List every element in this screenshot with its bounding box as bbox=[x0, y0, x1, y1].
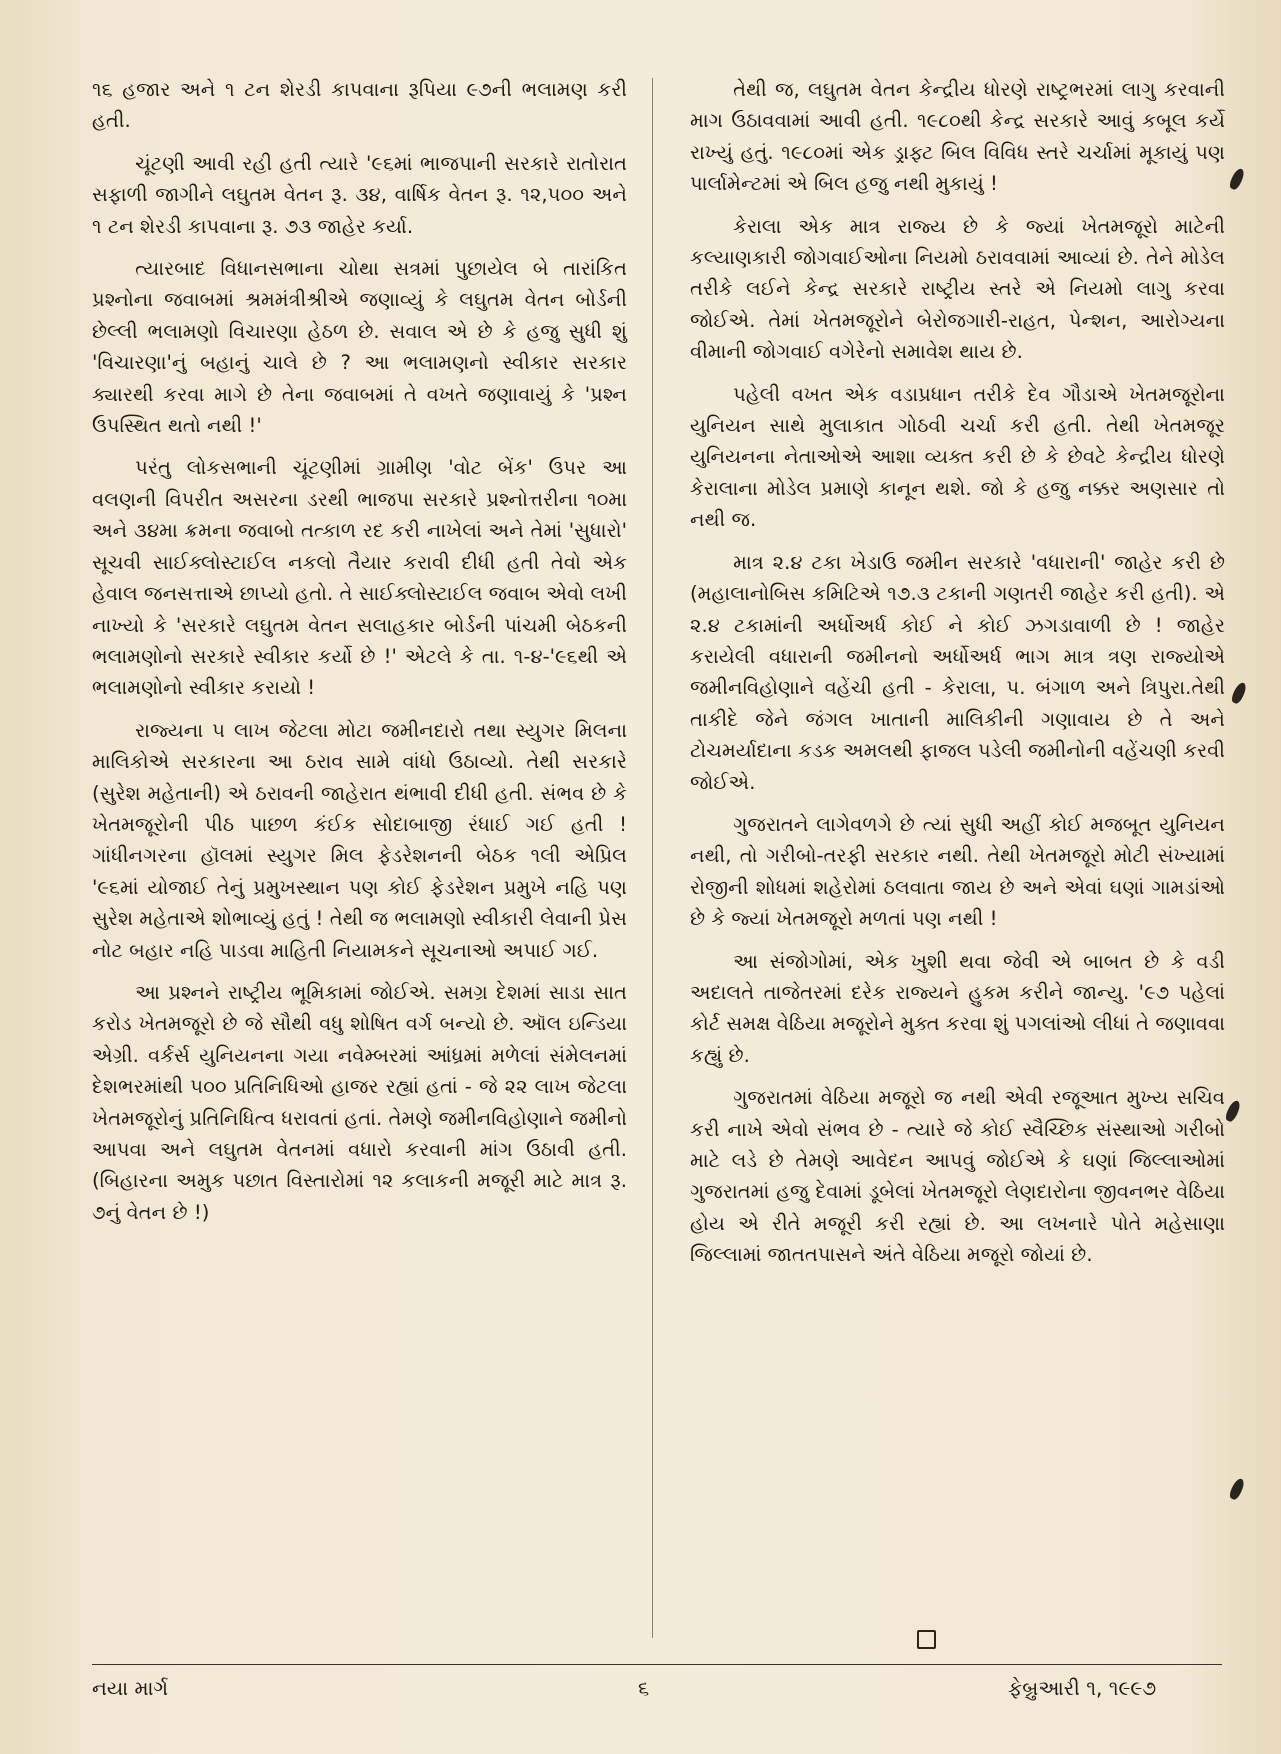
paragraph: તેથી જ, લઘુતમ વેતન કેન્દ્રીય ધોરણે રાષ્ટ્રભરમાં લાગુ કરવાની માગ ઉઠાવવામાં આવી હતી. ૧૯૮૦થી કેન્દ્ર સરકારે આવું કબૂલ કર્યે રાખ્યું હતું. ૧૯૮૦માં એક ડ્રાફ્ટ બિલ વિવિધ સ્તરે ચર્ચામાં મૂકાયું પણ પાર્લામેન્ટમાં એ બિલ હજુ નથી મુકાયું ! bbox=[690, 78, 1225, 196]
paragraph: ગુજરાતને લાગેવળગે છે ત્યાં સુધી અહીં કોઈ મજબૂત યુનિયન નથી, તો ગરીબો-તરફી સરકાર નથી. તેથી ખેતમજૂરો મોટી સંખ્યામાં રોજીની શોધમાં શહેરોમાં ઠલવાતા જાય છે અને એવાં ઘણાં ગામડાંઓ છે કે જ્યાં ખેતમજૂરો મળતાં પણ નથી ! bbox=[690, 812, 1225, 931]
paragraph: રાજ્યના ૫ લાખ જેટલા મોટા જમીનદારો તથા સ્યુગર મિલના માલિકોએ સરકારના આ ઠરાવ સામે વાંધો ઉઠાવ્યો. તેથી સરકારે (સુરેશ મહેતાની) એ ઠરાવની જાહેરાત થંભાવી દીધી હતી. સંભવ છે કે ખેતમજૂરોની પીઠ પાછળ કંઈક સોદાબાજી રંધાઈ ગઈ હતી ! ગાંધીનગરના હૉલમાં સ્યુગર મિલ ફેડરેશનની બેઠક ૧લી એપ્રિલ '૯૬માં યોજાઈ તેનું પ્રમુખસ્થાન પણ કોઈ ફેડરેશન પ્રમુખે નહિ પણ સુરેશ મહેતાએ શોભાવ્યું હતું ! તેથી જ ભલામણો સ્વીકારી લેવાની પ્રેસ નોટ બહાર નહિ પાડવા માહિતી નિયામકને સૂચનાઓ અપાઈ ગઈ. bbox=[92, 718, 627, 962]
right-column bbox=[690, 74, 1225, 1282]
footer-rule bbox=[92, 1664, 1222, 1665]
left-column bbox=[92, 74, 627, 1239]
binding-hole-mark bbox=[1224, 1099, 1242, 1123]
end-of-article-mark bbox=[917, 1630, 936, 1649]
issue-date: ફેબ્રુઆરી ૧, ૧૯૯૭ bbox=[1008, 1676, 1157, 1700]
paragraph: ચૂંટણી આવી રહી હતી ત્યારે '૯૬માં ભાજપાની સરકારે રાતોરાત સફાળી જાગીને લઘુતમ વેતન રૂ. ૩૪, વાર્ષિક વેતન રૂ. ૧૨,૫૦૦ અને ૧ ટન શેરડી કાપવાના રૂ. ૭૩ જાહેર કર્યા. bbox=[92, 151, 627, 238]
binding-hole-mark bbox=[1228, 1477, 1246, 1501]
binding-hole-mark bbox=[1230, 681, 1248, 705]
publication-name: નયા માર્ગ bbox=[92, 1676, 169, 1700]
paragraph: માત્ર ૨.૪ ટકા ખેડાઉ જમીન સરકારે 'વધારાની' જાહેર કરી છે (મહાલાનોબિસ કમિટિએ ૧૭.૩ ટકાની ગણતરી જાહેર કરી હતી). એ ૨.૪ ટકામાંની અર્ધોઅર્ધ કોઈ ને કોઈ ઝગડાવાળી છે ! જાહેર કરાયેલી વધારાની જમીનનો અર્ધોઅર્ધ ભાગ માત્ર ત્રણ રાજ્યોએ જમીનવિહોણાને વહેંચી હતી - કેરાલા, પ. બંગાળ અને ત્રિપુરા.તેથી તાકીદે જેને જંગલ ખાતાની માલિકીની ગણાવાય છે તે અને ટોચમર્યાદાના કડક અમલથી ફાજલ પડેલી જમીનોની વહેંચણી કરવી જોઈએ. bbox=[690, 550, 1225, 794]
paragraph: પરંતુ લોકસભાની ચૂંટણીમાં ગ્રામીણ 'વોટ બેંક' ઉપર આ વલણની વિપરીત અસરના ડરથી ભાજપા સરકારે પ્રશ્નોત્તરીના ૧૦મા અને ૩૪મા ક્રમના જવાબો તત્કાળ રદ કરી નાખેલાં અને તેમાં 'સુધારો' સૂચવી સાઈક્લોસ્ટાઈલ નકલો તૈયાર કરાવી દીધી હતી તેવો એક હેવાલ જનસત્તાએ છાપ્યો હતો. તે સાઈક્લોસ્ટાઈલ જવાબ એવો લખી નાખ્યો કે 'સરકારે લઘુતમ વેતન સલાહકાર બોર્ડની પાંચમી બેઠકની ભલામણોનો સરકારે સ્વીકાર કર્યો છે !' એટલે કે તા. ૧-૪-'૯૬થી એ ભલામણોનો સ્વીકાર કરાયો ! bbox=[92, 456, 627, 700]
paragraph: ગુજરાતમાં વેઠિયા મજૂરો જ નથી એવી રજૂઆત મુખ્ય સચિવ કરી નાખે એવો સંભવ છે - ત્યારે જે કોઈ સ્વૈચ્છિક સંસ્થાઓ ગરીબો માટે લડે છે તેમણે આવેદન આપવું જોઈએ કે ઘણાં જિલ્લાઓમાં ગુજરાતમાં હજુ દેવામાં ડૂબેલાં ખેતમજૂરો લેણદારોના જીવનભર વેઠિયા હોય એ રીતે મજૂરી કરી રહ્યાં છે. આ લખનારે પોતે મહેસાણા જિલ્લામાં જાતતપાસને અંતે વેઠિયા મજૂરો જોયાં છે. bbox=[690, 1086, 1225, 1267]
paragraph: ત્યારબાદ વિધાનસભાના ચોથા સત્રમાં પુછાયેલ બે તારાંકિત પ્રશ્નોના જવાબમાં શ્રમમંત્રીશ્રીએ જણાવ્યું કે લઘુતમ વેતન બોર્ડની છેલ્લી ભલામણો વિચારણા હેઠળ છે. સવાલ એ છે કે હજુ સુધી શું 'વિચારણા'નું બહાનું ચાલે છે ? આ ભલામણનો સ્વીકાર સરકાર ક્યારથી કરવા માગે છે તેના જવાબમાં તે વખતે જણાવાયું કે 'પ્રશ્ન ઉપસ્થિત થતો નથી !' bbox=[92, 257, 627, 438]
paragraph: કેરાલા એક માત્ર રાજ્ય છે કે જ્યાં ખેતમજૂરો માટેની કલ્યાણકારી જોગવાઈઓના નિયમો ઠરાવવામાં આવ્યાં છે. તેને મોડેલ તરીકે લઈને કેન્દ્ર સરકારે રાષ્ટ્રીય સ્તરે એ નિયમો લાગુ કરવા જોઈએ. તેમાં ખેતમજૂરોને બેરોજગારી-રાહત, પેન્શન, આરોગ્યના વીમાની જોગવાઈ વગેરેનો સમાવેશ થાય છે. bbox=[690, 214, 1225, 364]
paragraph: પહેલી વખત એક વડાપ્રધાન તરીકે દેવ ગૌડાએ ખેતમજૂરોના યુનિયન સાથે મુલાકાત ગોઠવી ચર્ચા કરી હતી. તેથી ખેતમજૂર યુનિયનના નેતાઓએ આશા વ્યક્ત કરી છે કે છેવટે કેન્દ્રીય ધોરણે કેરાલાના મોડેલ પ્રમાણે કાનૂન થશે. જો કે હજુ નક્કર અણસાર તો નથી જ. bbox=[690, 382, 1225, 532]
column-divider bbox=[652, 78, 653, 1638]
paragraph: આ સંજોગોમાં, એક ખુશી થવા જેવી એ બાબત છે કે વડી અદાલતે તાજેતરમાં દરેક રાજ્યને હુકમ કરીને જાન્યુ. '૯૭ પહેલાં કોર્ટ સમક્ષ વેઠિયા મજૂરોને મુક્ત કરવા શું પગલાંઓ લીધાં તે જણાવવા કહ્યું છે. bbox=[690, 949, 1225, 1067]
page-number: ૬ bbox=[638, 1676, 650, 1700]
binding-hole-mark bbox=[1228, 167, 1246, 191]
paragraph: ૧૬ હજાર અને ૧ ટન શેરડી કાપવાના રૂપિયા ૯૭ની ભલામણ કરી હતી. bbox=[92, 78, 627, 133]
paragraph: આ પ્રશ્નને રાષ્ટ્રીય ભૂમિકામાં જોઈએ. સમગ્ર દેશમાં સાડા સાત કરોડ ખેતમજૂરો છે જે સૌથી વધુ શોષિત વર્ગ બન્યો છે. ઑલ ઇન્ડિયા એગ્રી. વર્કર્સ યુનિયનના ગયા નવેમ્બરમાં આંધ્રમાં મળેલાં સંમેલનમાં દેશભરમાંથી ૫૦૦ પ્રતિનિધિઓ હાજર રહ્યાં હતાં - જે ૨૨ લાખ જેટલા ખેતમજૂરોનું પ્રતિનિધિત્વ ધરાવતાં હતાં. તેમણે જમીનવિહોણાને જમીનો આપવા અને લઘુતમ વેતનમાં વધારો કરવાની માંગ ઉઠાવી હતી. (બિહારના અમુક પછાત વિસ્તારોમાં ૧૨ કલાકની મજૂરી માટે માત્ર રૂ. ૭નું વેતન છે !) bbox=[92, 980, 627, 1224]
